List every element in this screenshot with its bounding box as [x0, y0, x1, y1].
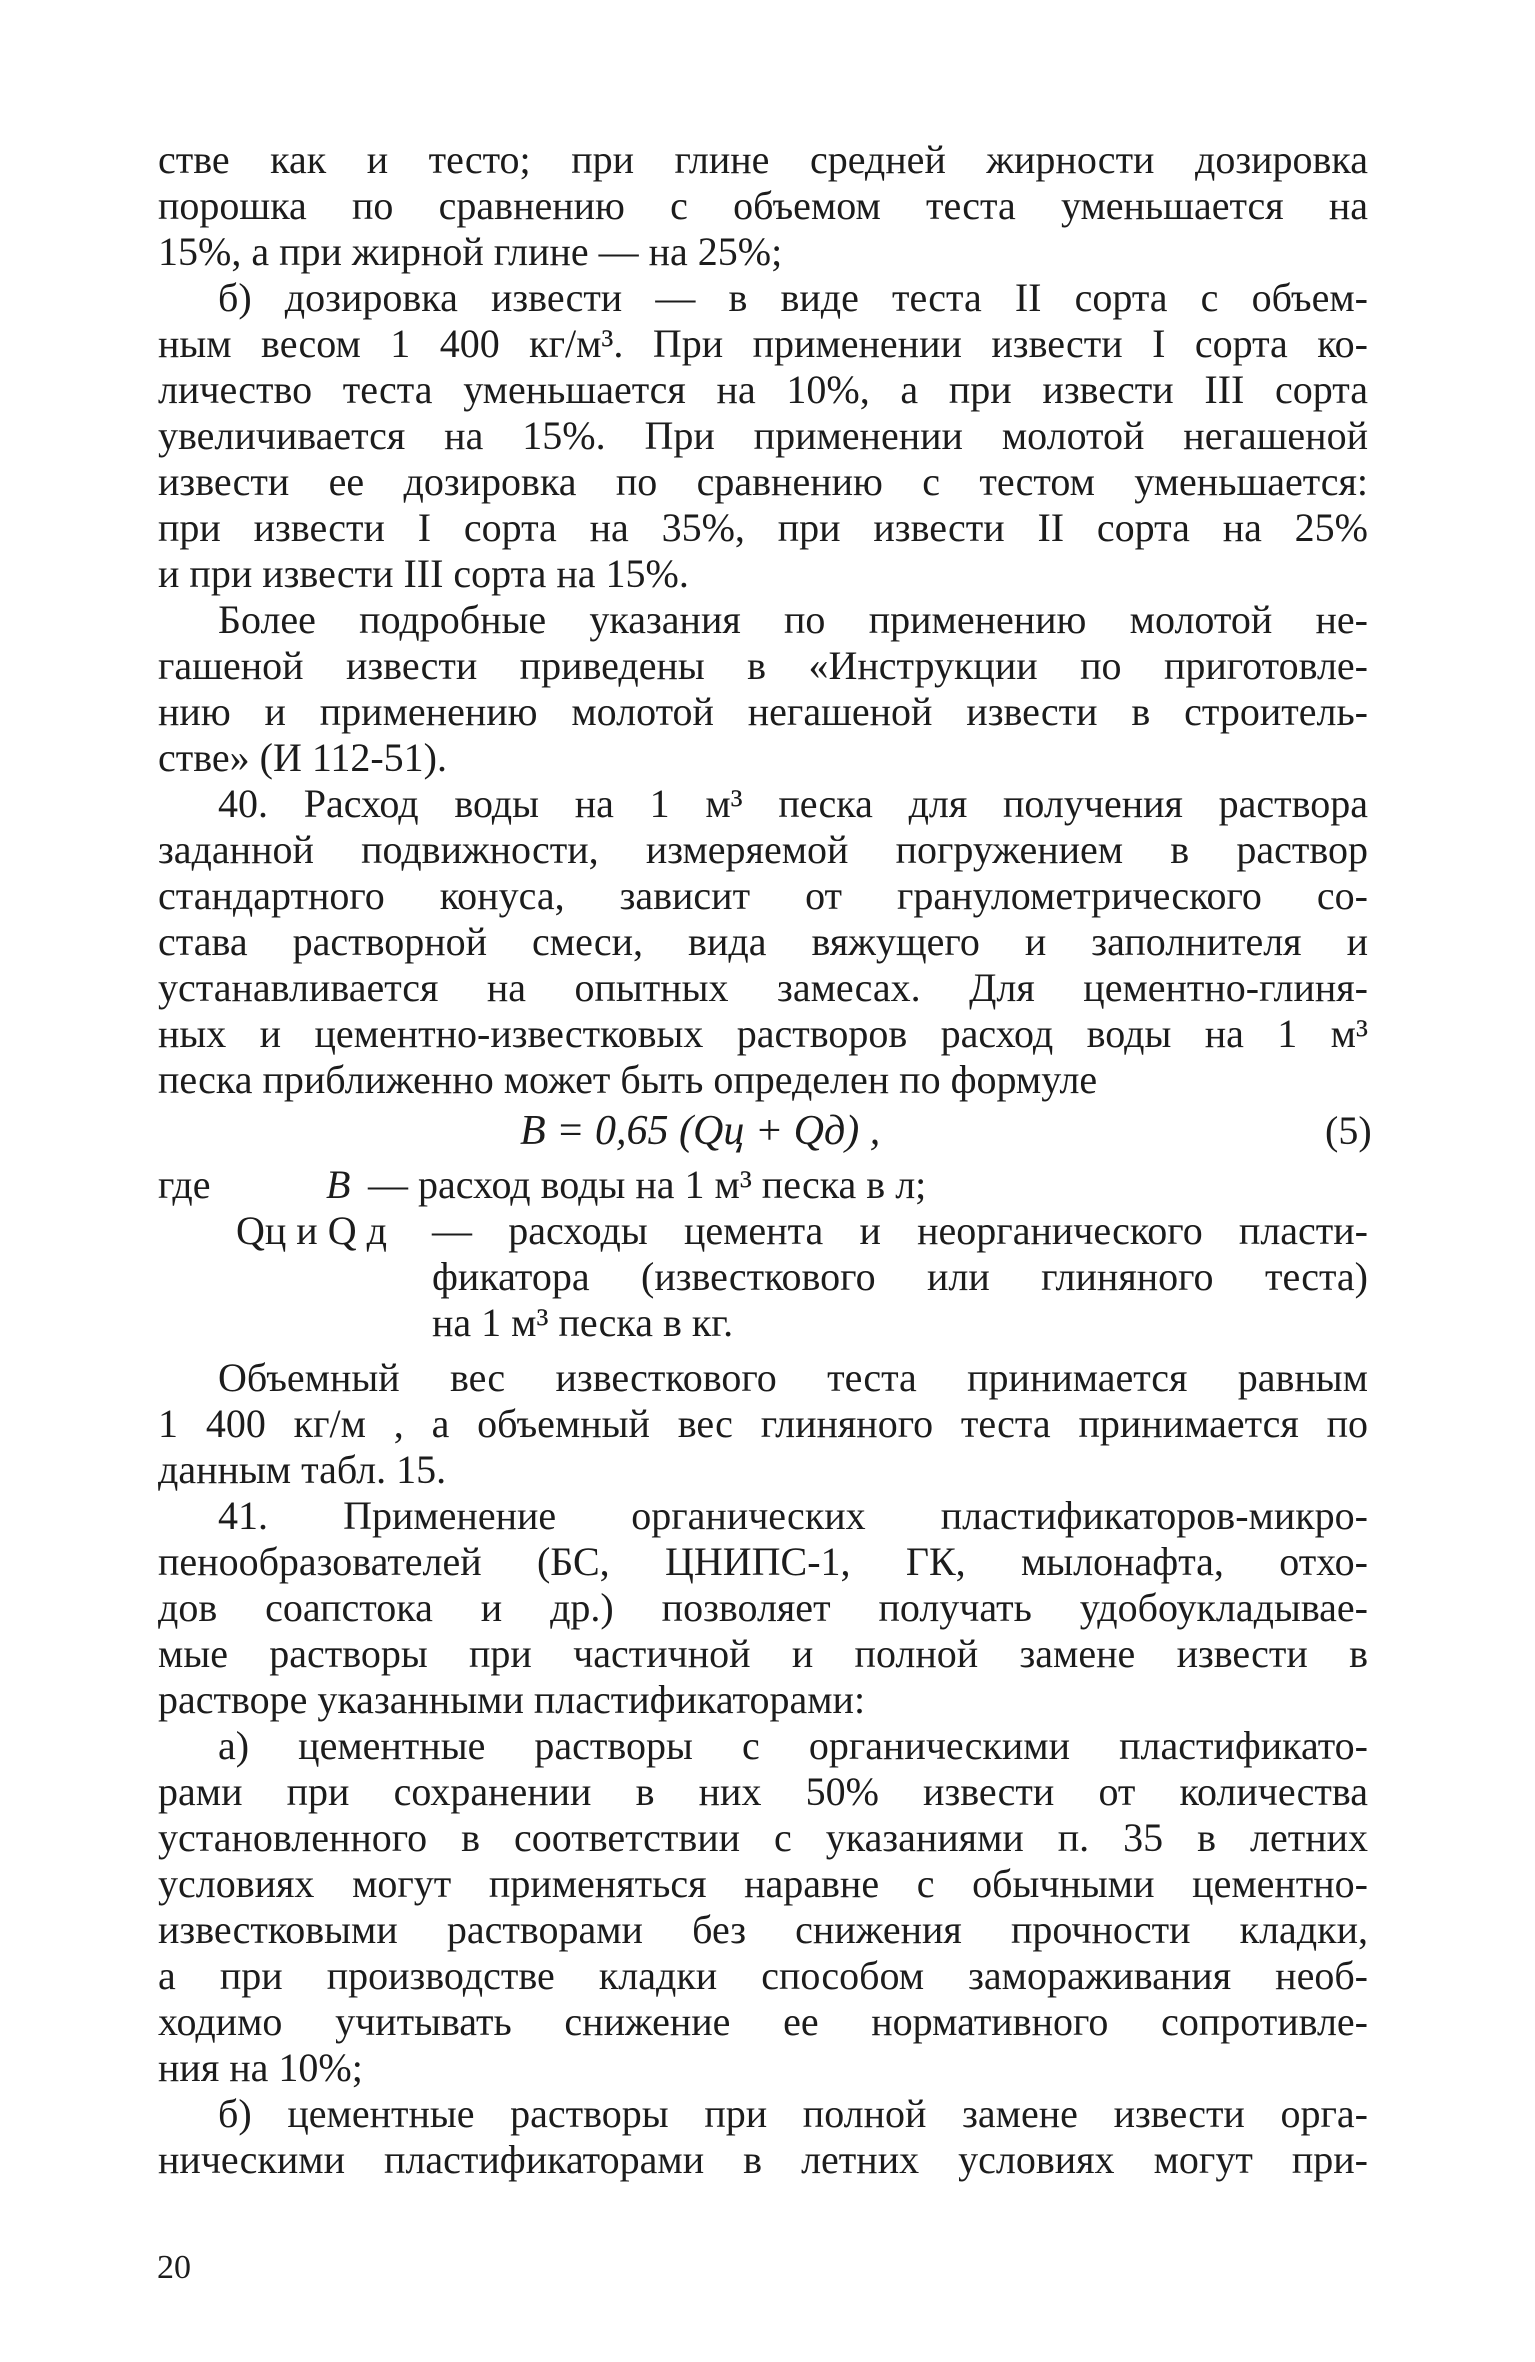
- definition-text: — расходы цемента и неорганического пласти-: [432, 1208, 1368, 1253]
- text-line: заданной подвижности, измеряемой погружением в раствор: [158, 827, 1368, 872]
- text-line: условиях могут применяться наравне с обычными цементно-: [158, 1861, 1368, 1906]
- text-line: увеличивается на 15%. При применении молотой негашеной: [158, 413, 1368, 458]
- paragraph-start: Объемный вес известкового теста принимается равным: [218, 1355, 1368, 1400]
- text-line: а при производстве кладки способом замораживания необ-: [158, 1953, 1368, 1998]
- text-line: мые растворы при частичной и полной замене извести в: [158, 1631, 1368, 1676]
- text-line: рами при сохранении в них 50% извести от количества: [158, 1769, 1368, 1814]
- definition-term: B: [326, 1162, 351, 1207]
- text-line: известковыми растворами без снижения прочности кладки,: [158, 1907, 1368, 1952]
- text-line: личество теста уменьшается на 10%, а при извести III сорта: [158, 367, 1368, 412]
- paragraph-start: б) дозировка извести — в виде теста II сорта с объем-: [218, 275, 1368, 320]
- text-line: при извести I сорта на 35%, при извести II сорта на 25%: [158, 505, 1368, 550]
- definition-text: фикатора (известкового или глиняного теста): [432, 1254, 1368, 1299]
- text-line: ническими пластификаторами в летних условиях могут при-: [158, 2137, 1368, 2182]
- paragraph-start: а) цементные растворы с органическими пластификато-: [218, 1723, 1368, 1768]
- text-line: ния на 10%;: [158, 2045, 363, 2090]
- text-line: стве как и тесто; при глине средней жирности дозировка: [158, 137, 1368, 182]
- section-40-start: 40. Расход воды на 1 м³ песка для получения раствора: [218, 781, 1368, 826]
- text-line: порошка по сравнению с объемом теста уменьшается на: [158, 183, 1368, 228]
- text-line: стандартного конуса, зависит от гранулометрического со-: [158, 873, 1368, 918]
- text-line: дов соапстока и др.) позволяет получать удобоукладывае-: [158, 1585, 1368, 1630]
- text-line: растворе указанными пластификаторами:: [158, 1677, 866, 1722]
- where-word: где: [158, 1162, 211, 1207]
- page-number: 20: [157, 2249, 191, 2286]
- text-line: устанавливается на опытных замесах. Для цементно-глиня-: [158, 965, 1368, 1010]
- text-line: данным табл. 15.: [158, 1447, 447, 1492]
- text-line: гашеной извести приведены в «Инструкции по приготовле-: [158, 643, 1368, 688]
- text-line: установленного в соответствии с указаниями п. 35 в летних: [158, 1815, 1368, 1860]
- paragraph-start: б) цементные растворы при полной замене извести орга-: [218, 2091, 1368, 2136]
- text-line: става растворной смеси, вида вяжущего и заполнителя и: [158, 919, 1368, 964]
- text-line: стве» (И 112-51).: [158, 735, 448, 780]
- text-line: пенообразователей (БС, ЦНИПС-1, ГК, мылонафта, отхо-: [158, 1539, 1368, 1584]
- section-41-start: 41. Применение органических пластификаторов-микро-: [218, 1493, 1368, 1538]
- definition-text: — расход воды на 1 м³ песка в л;: [368, 1162, 927, 1207]
- text-line: нию и применению молотой негашеной извести в строитель-: [158, 689, 1368, 734]
- text-line: ным весом 1 400 кг/м³. При применении извести I сорта ко-: [158, 321, 1368, 366]
- text-line: ных и цементно-известковых растворов расход воды на 1 м³: [158, 1011, 1368, 1056]
- definition-text: на 1 м³ песка в кг.: [432, 1300, 734, 1345]
- formula-number: (5): [1325, 1108, 1372, 1153]
- formula: B = 0,65 (Qц + Qд) ,: [520, 1108, 881, 1154]
- text-line: и при извести III сорта на 15%.: [158, 551, 689, 596]
- text-line: извести ее дозировка по сравнению с тестом уменьшается:: [158, 459, 1368, 504]
- definition-term: Qц и Q д: [236, 1208, 387, 1253]
- paragraph-start: Более подробные указания по применению молотой не-: [218, 597, 1368, 642]
- text-line: песка приближенно может быть определен по формуле: [158, 1057, 1098, 1102]
- text-line: 15%, а при жирной глине — на 25%;: [158, 229, 783, 274]
- text-line: ходимо учитывать снижение ее нормативного сопротивле-: [158, 1999, 1368, 2044]
- text-line: 1 400 кг/м , а объемный вес глиняного теста принимается по: [158, 1401, 1368, 1446]
